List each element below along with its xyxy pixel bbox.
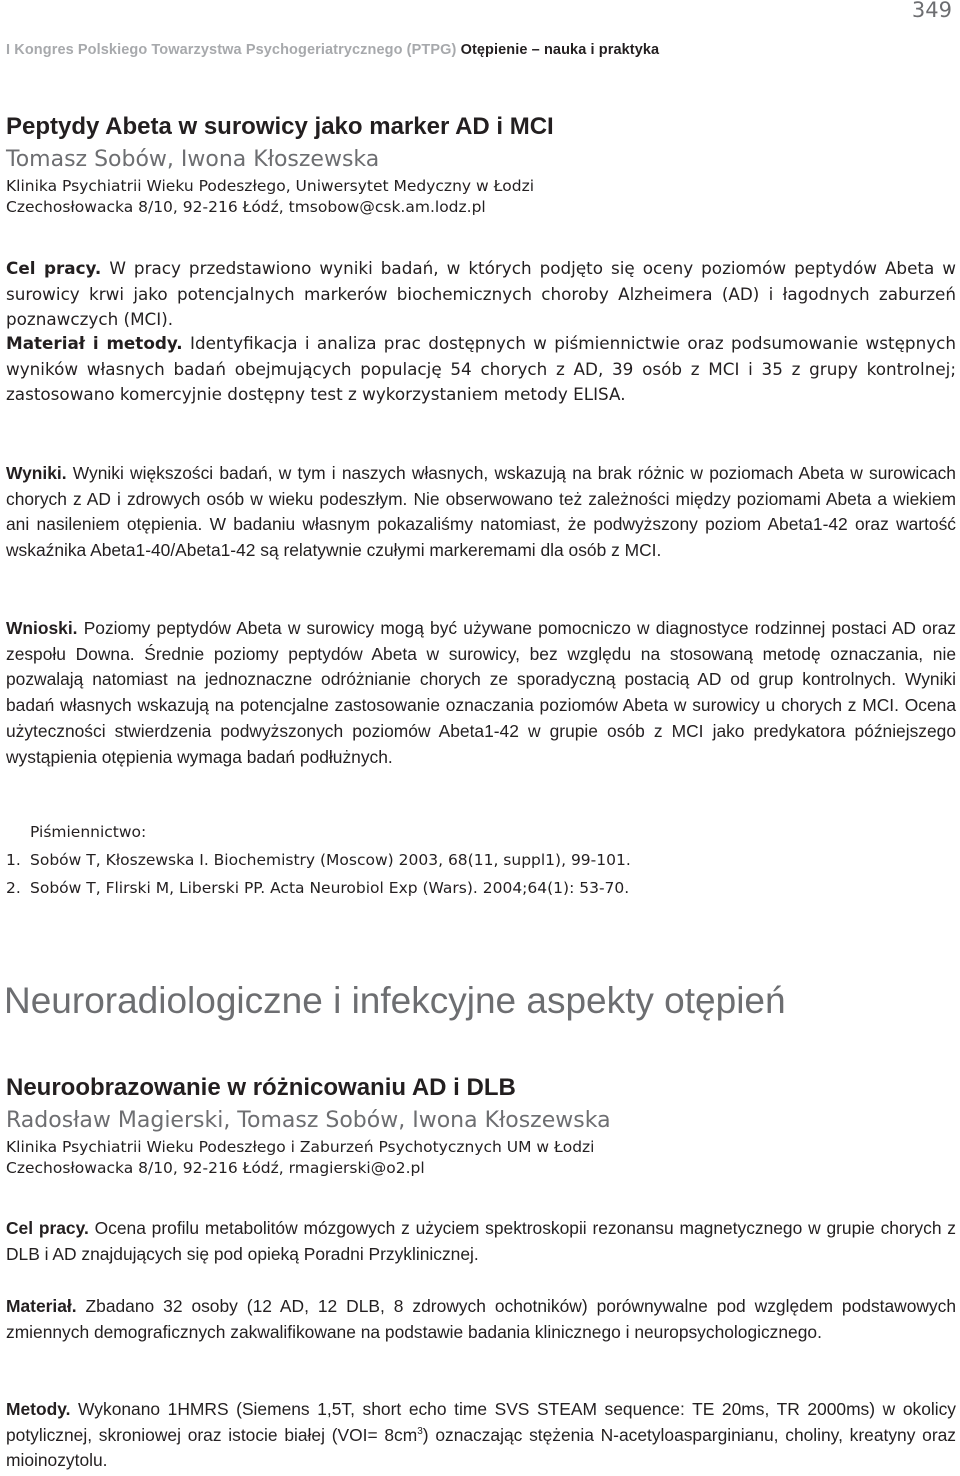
reference-item (6, 874, 631, 902)
results-text: Wyniki większości badań, w tym i naszych własnych, wskazują na brak różnic w poziomach Abeta w surowicach chorych z AD i zdrowych osób w wieku podeszłym. Nie obserwowano też zależności między poziomami Abeta a wiekiem ani nasileniem otępienia. W badaniu własnym pokazaliśmy natomiast, że podwyższony poziom Abeta1-42 oraz wartość wskaźnika Abeta1-40/Abeta1-42 są relatywnie czułymi markeremami dla osób z MCI. (6, 463, 956, 561)
methods-label: Materiał i metody. (6, 333, 183, 353)
aim-text: W pracy przedstawiono wyniki badań, w których podjęto się oceny poziomów peptydów Abeta w surowicy krwi jako potencjalnych markerów biochemicznych choroby Alzheimera (AD) i łagodnych zaburzeń poznawczych (MCI). (6, 258, 956, 330)
aim-label: Cel pracy. (6, 258, 102, 278)
abstract-2-methods (6, 1397, 956, 1474)
aim-label: Cel pracy. (6, 1218, 89, 1238)
abstract-2-authors: Radosław Magierski, Tomasz Sobów, Iwona Kłoszewska (6, 1108, 611, 1133)
page-number: 349 (911, 0, 952, 22)
references-title: Piśmiennictwo: (30, 823, 147, 841)
section-heading: Neuroradiologiczne i infekcyjne aspekty otępień (4, 980, 786, 1021)
methods-text-end: ) oznaczając stężenia N-acetyloasparginianu, choliny, kreatyny oraz mioinozytolu. (6, 1424, 956, 1471)
abstract-2-affiliation-line-2: Czechosłowacka 8/10, 92-216 Łódź, rmagierski@o2.pl (6, 1159, 425, 1177)
material-text: Zbadano 32 osoby (12 AD, 12 DLB, 8 zdrowych ochotników) porównywalne pod względem podstawowych zmiennych demograficznych zakwalifikowane na podstawie badania klinicznego i neuropsychologicznego. (6, 1296, 956, 1342)
conclusions-label: Wnioski. (6, 618, 78, 638)
aim-text: Ocena profilu metabolitów mózgowych z użyciem spektroskopii rezonansu magnetycznego w grupie chorych z DLB i AD znajdujących się pod opieką Poradni Przyklinicznej. (6, 1218, 956, 1264)
abstract-1-aim (6, 256, 956, 333)
abstract-1-results (6, 461, 956, 564)
abstract-2-title: Neuroobrazowanie w różnicowaniu AD i DLB (6, 1074, 516, 1101)
material-label: Materiał. (6, 1296, 77, 1316)
abstract-1-affiliation-line-1: Klinika Psychiatrii Wieku Podeszłego, Uniwersytet Medyczny w Łodzi (6, 177, 535, 195)
references (6, 818, 631, 902)
abstract-2-affiliation-line-1: Klinika Psychiatrii Wieku Podeszłego i Zaburzeń Psychotycznych UM w Łodzi (6, 1138, 595, 1156)
abstract-1-affiliation (6, 176, 534, 218)
running-header (6, 42, 659, 58)
abstract-2-aim (6, 1216, 956, 1267)
conclusions-text: Poziomy peptydów Abeta w surowicy mogą być używane pomocniczo w diagnostyce rodzinnej postaci AD oraz zespołu Downa. Średnie poziomy peptydów Abeta w surowicy, bez względu na stosowaną metodę oznaczania, nie pozwalają natomiast na jednoznaczne odróżnianie chorych ze sporadyczną postacią AD od grup kontrolnych. Wyniki badań własnych wskazują na potencjalne zastosowanie oznaczania poziomów Abeta w surowicy u chorych z MCI. Ocena użyteczności stwierdzenia podwyższonych poziomów Abeta1-42 w grupie osób z MCI jako predykatora późniejszego wystąpienia otępienia wymaga badań podłużnych. (6, 618, 956, 767)
methods-text: Identyfikacja i analiza prac dostępnych w piśmiennictwie oraz podsumowanie wstępnych wyników własnych badań obejmujących populację 54 chorych z AD, 39 osób z MCI i 35 z grupy kontrolnej; zastosowano komercyjnie dostępny test z wykorzystaniem metody ELISA. (6, 333, 956, 405)
abstract-1-methods (6, 331, 956, 408)
abstract-1-conclusions (6, 616, 956, 770)
running-header-theme: Otępienie – nauka i praktyka (460, 42, 660, 58)
abstract-1-affiliation-line-2: Czechosłowacka 8/10, 92-216 Łódź, tmsobow@csk.am.lodz.pl (6, 198, 486, 216)
superscript-3: 3 (417, 1425, 423, 1437)
reference-number: 2. (6, 879, 21, 897)
reference-text: Sobów T, Flirski M, Liberski PP. Acta Neurobiol Exp (Wars). 2004;64(1): 53-70. (30, 879, 630, 897)
running-header-congress: I Kongres Polskiego Towarzystwa Psychogeriatrycznego (PTPG) (6, 42, 457, 58)
reference-number: 1. (6, 851, 21, 869)
abstract-1-title: Peptydy Abeta w surowicy jako marker AD i MCI (6, 113, 554, 140)
results-label: Wyniki. (6, 463, 67, 483)
abstract-1-authors: Tomasz Sobów, Iwona Kłoszewska (6, 147, 380, 172)
abstract-2-material (6, 1294, 956, 1345)
methods-label: Metody. (6, 1399, 71, 1419)
reference-item (6, 846, 631, 874)
abstract-2-affiliation (6, 1137, 595, 1179)
methods-text: Wykonano 1HMRS (Siemens 1,5T, short echo time SVS STEAM sequence: TE 20ms, TR 2000ms) w okolicy potylicznej, skroniowej oraz istocie białej (VOI= 8cm (6, 1399, 956, 1445)
reference-text: Sobów T, Kłoszewska I. Biochemistry (Moscow) 2003, 68(11, suppl1), 99-101. (30, 851, 631, 869)
